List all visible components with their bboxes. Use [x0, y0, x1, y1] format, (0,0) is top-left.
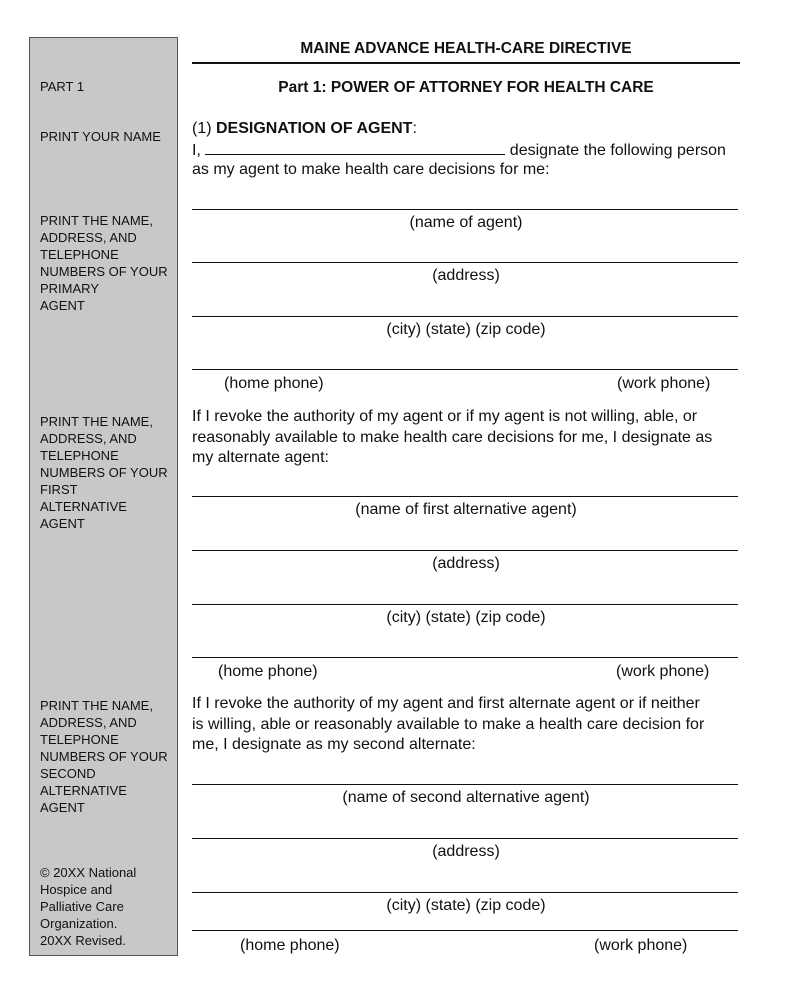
- second-alt-address-caption: (address): [432, 843, 500, 860]
- title-rule: [192, 62, 740, 64]
- document-title: MAINE ADVANCE HEALTH-CARE DIRECTIVE: [300, 40, 632, 57]
- copyright-notice: © 20XX National Hospice and Palliative Care Organization. 20XX Revised.: [40, 865, 137, 948]
- second-alt-instruction: PRINT THE NAME, ADDRESS, AND TELEPHONE NUMBERS OF YOUR SECOND ALTERNATIVE AGENT: [40, 698, 168, 815]
- part-label: PART 1: [40, 79, 85, 94]
- second-alt-city-caption: (city) (state) (zip code): [386, 897, 546, 914]
- section-colon: :: [412, 120, 417, 137]
- section-title: DESIGNATION OF AGENT: [216, 120, 413, 137]
- i-prefix: I,: [192, 142, 201, 159]
- first-alt-city-caption: (city) (state) (zip code): [386, 609, 546, 626]
- second-alt-name-line[interactable]: [192, 784, 738, 785]
- agent-phone-line[interactable]: [192, 369, 738, 370]
- first-alt-home-phone-caption: (home phone): [218, 663, 318, 680]
- section-number: (1): [192, 120, 216, 137]
- second-alt-name-caption: (name of second alternative agent): [342, 789, 590, 806]
- agent-name-line[interactable]: [192, 209, 738, 210]
- print-name-label: PRINT YOUR NAME: [40, 129, 161, 144]
- first-alt-city-line[interactable]: [192, 604, 738, 605]
- agent-address-caption: (address): [432, 267, 500, 284]
- agent-work-phone-caption: (work phone): [617, 375, 711, 392]
- first-alt-paragraph: If I revoke the authority of my agent or if my agent is not willing, able, or reasonably available to make health care decisions for me, I designate as my alternate agent:: [192, 408, 713, 466]
- section-heading: [192, 119, 417, 139]
- second-alt-phone-line[interactable]: [192, 930, 738, 931]
- first-alt-name-line[interactable]: [192, 496, 738, 497]
- first-alt-phone-line[interactable]: [192, 657, 738, 658]
- agent-city-caption: (city) (state) (zip code): [386, 321, 546, 338]
- agent-city-line[interactable]: [192, 316, 738, 317]
- agent-name-caption: (name of agent): [409, 214, 523, 231]
- second-alt-address-line[interactable]: [192, 838, 738, 839]
- your-name-blank[interactable]: [205, 140, 505, 155]
- designate-text: designate the following person: [509, 142, 726, 159]
- second-alt-paragraph: If I revoke the authority of my agent and first alternate agent or if neither is willing, able or reasonably available to make a health care decision for me, I designate as my second alternate:: [192, 695, 705, 753]
- agent-home-phone-caption: (home phone): [224, 375, 324, 392]
- first-alt-work-phone-caption: (work phone): [616, 663, 710, 680]
- second-alt-home-phone-caption: (home phone): [240, 937, 340, 954]
- first-alt-address-line[interactable]: [192, 550, 738, 551]
- designation-line: [192, 140, 726, 161]
- first-alt-name-caption: (name of first alternative agent): [355, 501, 577, 518]
- first-alt-address-caption: (address): [432, 555, 500, 572]
- primary-agent-instruction: PRINT THE NAME, ADDRESS, AND TELEPHONE NUMBERS OF YOUR PRIMARY AGENT: [40, 213, 168, 313]
- second-alt-work-phone-caption: (work phone): [594, 937, 688, 954]
- first-alt-instruction: PRINT THE NAME, ADDRESS, AND TELEPHONE NUMBERS OF YOUR FIRST ALTERNATIVE AGENT: [40, 414, 168, 531]
- part-heading: Part 1: POWER OF ATTORNEY FOR HEALTH CARE: [278, 79, 654, 96]
- designate-line-2: as my agent to make health care decisions for me:: [192, 161, 550, 178]
- agent-address-line[interactable]: [192, 262, 738, 263]
- second-alt-city-line[interactable]: [192, 892, 738, 893]
